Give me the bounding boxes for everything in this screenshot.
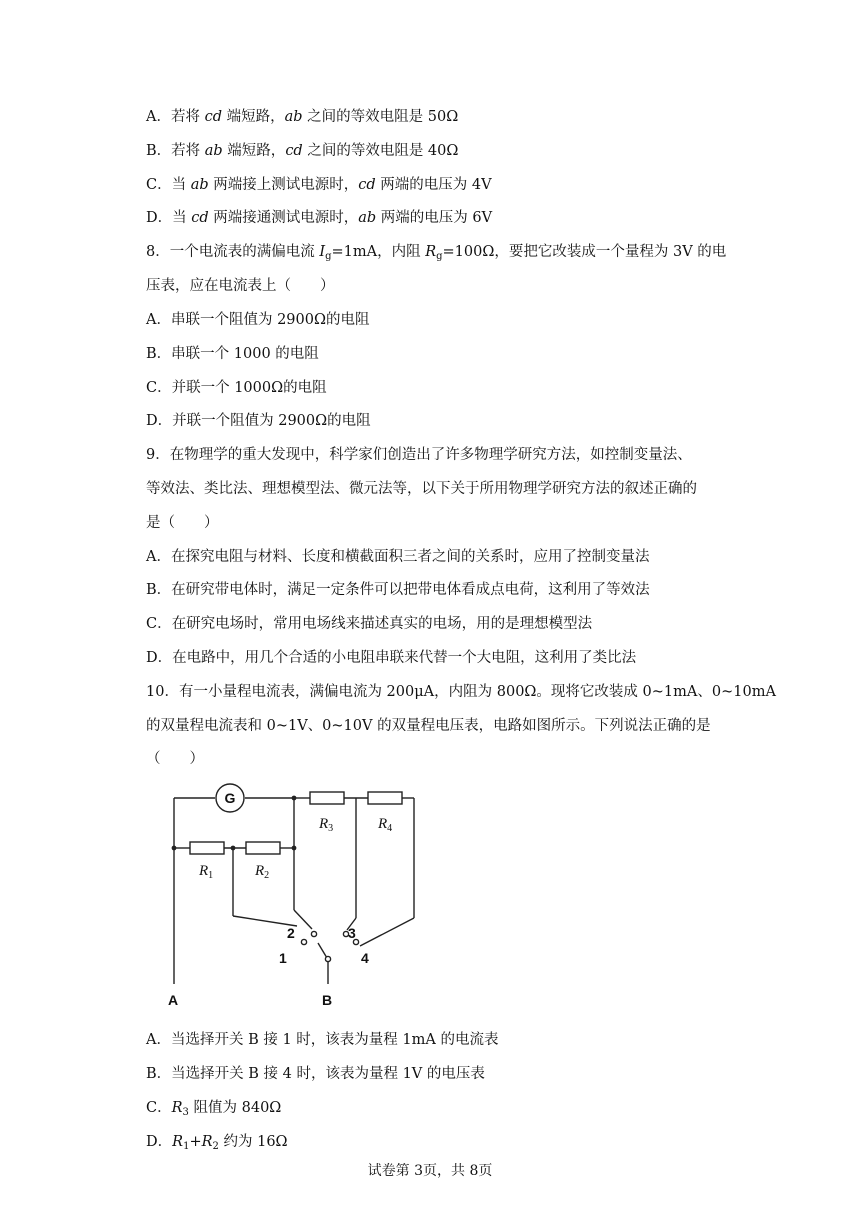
r1-label: $R_1$	[199, 863, 214, 881]
q8-option-c: C．并联一个 1000Ω的电阻	[146, 380, 327, 396]
q9-option-d: D．在电路中，用几个合适的小电阻串联来代替一个大电阻，这利用了类比法	[146, 650, 637, 666]
q10-option-b: B．当选择开关 B 接 4 时，该表为量程 1V 的电压表	[146, 1066, 485, 1082]
q7-option-c: C．当 ab 两端接上测试电源时，cd 两端的电压为 4V	[146, 177, 492, 193]
q8-option-d: D．并联一个阻值为 2900Ω的电阻	[146, 413, 371, 429]
q10-stem-line3: （ ）	[146, 751, 204, 767]
junction-dot	[292, 846, 297, 851]
galvanometer-label: G	[224, 790, 236, 806]
switch-arm	[318, 943, 327, 958]
q10-option-c: C．$R_3$ 阻值为 840Ω	[146, 1100, 282, 1118]
terminal-a-label: A	[168, 992, 179, 1008]
q7-option-a: A．若将 cd 端短路，ab 之间的等效电阻是 50Ω	[146, 109, 459, 125]
terminal-b-label: B	[322, 992, 333, 1008]
terminal-1	[301, 939, 306, 944]
q10-option-a: A．当选择开关 B 接 1 时，该表为量程 1mA 的电流表	[146, 1032, 499, 1048]
r4-label: $R_4$	[378, 816, 393, 834]
r2-label: $R_2$	[255, 863, 270, 881]
q8-option-a: A．串联一个阻值为 2900Ω的电阻	[146, 312, 370, 328]
switch-pivot	[325, 956, 330, 961]
terminal-1-label: 1	[279, 950, 287, 966]
q9-option-a: A．在探究电阻与材料、长度和横截面积三者之间的关系时，应用了控制变量法	[146, 549, 650, 565]
terminal-4-label: 4	[361, 950, 369, 966]
resistor-r4	[368, 792, 402, 804]
q10-stem-line2: 的双量程电流表和 0~1V、0~10V 的双量程电压表，电路如图所示。下列说法正确的是	[146, 718, 711, 734]
q8-stem-line1: 8．一个电流表的满偏电流 $I_g=1mA$，内阻 $R_g=100\Omega$，要把它改装成一个量程为 3V 的电	[146, 244, 727, 262]
junction-dot	[292, 796, 297, 801]
q10-option-d: D．$R_1+R_2$ 约为 16Ω	[146, 1134, 288, 1152]
q7-option-b: B．若将 ab 端短路，cd 之间的等效电阻是 40Ω	[146, 143, 459, 159]
q9-stem-line3: 是（ ）	[146, 515, 219, 531]
circuit-diagram	[160, 778, 430, 1010]
q9-option-c: C．在研究电场时，常用电场线来描述真实的电场，用的是理想模型法	[146, 616, 593, 632]
q10-stem-line1: 10．有一小量程电流表，满偏电流为 200μA，内阻为 800Ω。现将它改装成 0~1mA、0~10mA	[146, 684, 776, 700]
q9-option-b: B．在研究带电体时，满足一定条件可以把带电体看成点电荷，这利用了等效法	[146, 582, 650, 598]
wire-to-terminal-4-diag	[360, 918, 414, 946]
q8-option-b: B．串联一个 1000 的电阻	[146, 346, 319, 362]
terminal-3-label: 3	[348, 925, 356, 941]
junction-dot	[231, 846, 236, 851]
resistor-r2	[246, 842, 280, 854]
resistor-r1	[190, 842, 224, 854]
resistor-r3	[310, 792, 344, 804]
q8-stem-line2: 压表，应在电流表上（ ）	[146, 278, 335, 294]
terminal-2-label: 2	[287, 925, 295, 941]
r3-label: $R_3$	[319, 816, 334, 834]
q9-stem-line1: 9．在物理学的重大发现中，科学家们创造出了许多物理学研究方法，如控制变量法、	[146, 447, 692, 463]
page-footer: 试卷第 3页，共 8页	[367, 1163, 493, 1179]
q9-stem-line2: 等效法、类比法、理想模型法、微元法等，以下关于所用物理学研究方法的叙述正确的	[146, 481, 697, 497]
junction-dot	[172, 846, 177, 851]
q7-option-d: D．当 cd 两端接通测试电源时，ab 两端的电压为 6V	[146, 210, 493, 226]
terminal-2	[311, 931, 316, 936]
